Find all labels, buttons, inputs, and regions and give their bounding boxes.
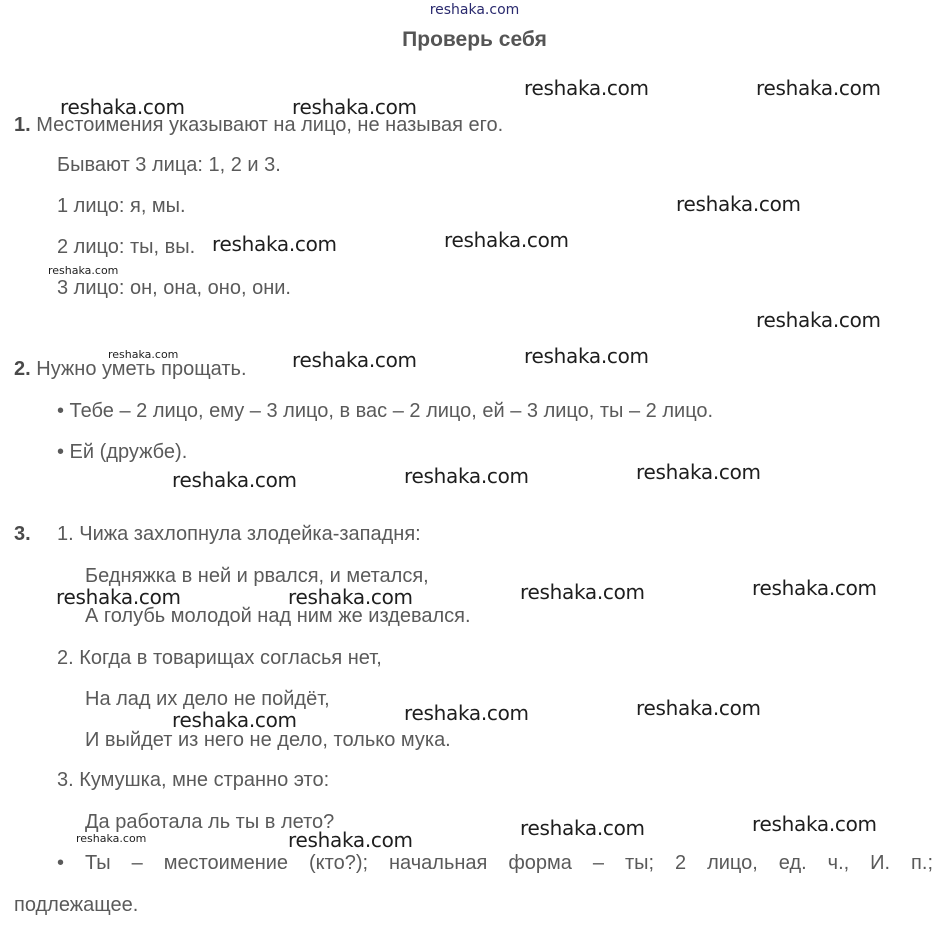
watermark: reshaka.com [520,580,645,604]
watermark: reshaka.com [756,76,881,100]
q3-line-7: 3. Кумушка, мне странно это: [57,769,330,791]
q3-final-cont: подлежащее. [14,894,139,916]
q3-line-3: А голубь молодой над ним же издевался. [85,605,471,627]
watermark: reshaka.com [292,95,417,119]
q2-bullet-1: • Тебе – 2 лицо, ему – 3 лицо, в вас – 2 лицо, ей – 3 лицо, ты – 2 лицо. [57,400,714,422]
question-1-number: 1. [14,114,31,136]
watermark: reshaka.com [524,76,649,100]
q3-line-5: На лад их дело не пойдёт, [85,688,330,710]
watermark: reshaka.com [404,701,529,725]
watermark: reshaka.com [60,95,185,119]
watermark: reshaka.com [404,464,529,488]
watermark: reshaka.com [752,576,877,600]
q3-line-4: 2. Когда в товарищах согласья нет, [57,647,382,669]
watermark-top: reshaka.com [429,2,520,18]
question-2-number: 2. [14,358,31,380]
watermark: reshaka.com [288,585,413,609]
q1-line-2: 1 лицо: я, мы. [57,195,186,217]
watermark-small: reshaka.com [76,832,147,845]
watermark: reshaka.com [444,228,569,252]
watermark: reshaka.com [292,348,417,372]
q2-bullet-2: • Ей (дружбе). [57,441,188,463]
watermark: reshaka.com [756,308,881,332]
watermark: reshaka.com [636,696,761,720]
watermark: reshaka.com [524,344,649,368]
watermark: reshaka.com [212,232,337,256]
question-3-number: 3. [14,523,31,545]
q3-final-line: • Ты – местоимение (кто?); начальная форма – ты; 2 лицо, ед. ч., И. п.; [57,852,933,874]
page-title: Проверь себя [402,28,547,51]
q3-line-1: 1. Чижа захлопнула злодейка-западня: [57,523,421,545]
question-2-text: Нужно уметь прощать. [36,358,247,380]
q3-line-6: И выйдет из него не дело, только мука. [85,729,451,751]
watermark: reshaka.com [56,585,181,609]
q1-line-3: 2 лицо: ты, вы. [57,236,196,258]
watermark-small: reshaka.com [108,348,179,361]
q3-line-2: Бедняжка в ней и рвался, и метался, [85,565,429,587]
q3-line-8: Да работала ль ты в лето? [85,811,335,833]
watermark-small: reshaka.com [48,264,119,277]
q1-line-4: 3 лицо: он, она, оно, они. [57,277,291,299]
watermark: reshaka.com [520,816,645,840]
question-1-text: Местоимения указывают на лицо, не называя его. [36,114,504,136]
watermark: reshaka.com [636,460,761,484]
watermark: reshaka.com [172,468,297,492]
watermark: reshaka.com [752,812,877,836]
watermark: reshaka.com [288,828,413,852]
q1-line-1: Бывают 3 лица: 1, 2 и 3. [57,154,281,176]
watermark: reshaka.com [172,708,297,732]
watermark: reshaka.com [676,192,801,216]
